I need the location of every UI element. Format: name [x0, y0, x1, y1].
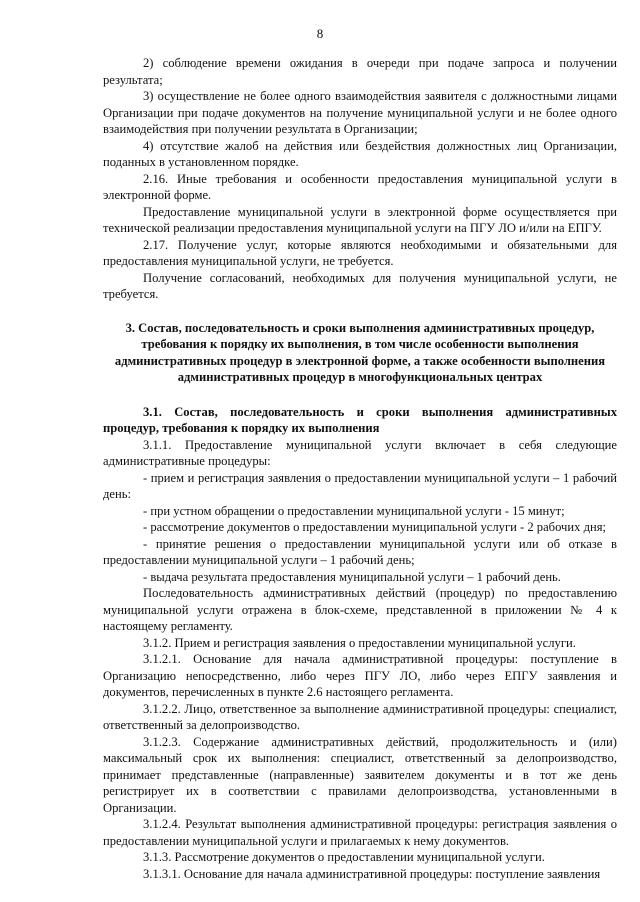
paragraph: 3.1.2.1. Основание для начала административной процедуры: поступление в Организацию непосредственно, либо через ПГУ ЛО, либо через ЕПГУ заявления и документов, перечисленных в пункте 2.6 настоящего регламента.: [103, 652, 617, 699]
paragraph: 2.16. Иные требования и особенности предоставления муниципальной услуги в электронной форме.: [103, 171, 617, 202]
paragraph: 2) соблюдение времени ожидания в очереди при подаче запроса и получении результата;: [103, 56, 617, 87]
paragraph: Последовательность административных действий (процедур) по предоставлению муниципальной услуги отражена в блок-схеме, представленной в приложении № 4 к настоящему регламенту.: [103, 586, 617, 633]
section-heading: 3. Состав, последовательность и сроки выполнения административных процедур, требования к порядку их выполнения, в том числе особенности выполнения административных процедур в электронной форме, а также особенности выполнения административных процедур в многофункциональных центрах: [114, 320, 606, 384]
list-item: - при устном обращении о предоставлении муниципальной услуги - 15 минут;: [143, 503, 565, 518]
paragraph: 3.1.2.2. Лицо, ответственное за выполнение административной процедуры: специалист, ответственный за делопроизводство.: [103, 701, 617, 732]
paragraph: 3.1.2. Прием и регистрация заявления о предоставлении муниципальной услуги.: [143, 635, 576, 650]
paragraph: 3.1.2.3. Содержание административных действий, продолжительность и (или) максимальный срок их выполнения: специалист, ответственный за делопроизводство, принимает представленные (направленные) заявителем документы и в тот же день регистрирует их в соответствии с правилами делопроизводства, установленными в Организации.: [103, 734, 617, 815]
paragraph: Получение согласований, необходимых для получения муниципальной услуги, не требуется.: [103, 270, 617, 301]
paragraph: Предоставление муниципальной услуги в электронной форме осуществляется при технической реализации предоставления муниципальной услуги на ПГУ ЛО и/или на ЕПГУ.: [103, 204, 617, 235]
list-item: - рассмотрение документов о предоставлении муниципальной услуги - 2 рабочих дня;: [143, 520, 607, 534]
page-number: 8: [316, 26, 324, 41]
document-body: [103, 55, 617, 882]
paragraph: 3.1.3.1. Основание для начала административной процедуры: поступление заявления: [143, 866, 601, 881]
subsection-heading: 3.1. Состав, последовательность и сроки выполнения административных процедур, требования к порядку их выполнения: [103, 404, 617, 435]
paragraph: 3.1.2.4. Результат выполнения административной процедуры: регистрация заявления о предоставлении муниципальной услуги и прилагаемых к нему документов.: [103, 817, 617, 848]
list-item: - прием и регистрация заявления о предоставлении муниципальной услуги – 1 рабочий день:: [103, 470, 617, 501]
paragraph: 3.1.1. Предоставление муниципальной услуги включает в себя следующие административные процедуры:: [103, 437, 617, 468]
list-item: - принятие решения о предоставлении муниципальной услуги или об отказе в предоставлении муниципальной услуги – 1 рабочий день;: [103, 536, 617, 567]
list-item: - выдача результата предоставления муниципальной услуги – 1 рабочий день.: [143, 569, 561, 584]
paragraph: 3.1.3. Рассмотрение документов о предоставлении муниципальной услуги.: [143, 850, 545, 864]
paragraph: 3) осуществление не более одного взаимодействия заявителя с должностными лицами Организации при подаче документов на получение муниципальной услуги и не более одного взаимодействия при получении результата в Организации;: [103, 89, 617, 136]
paragraph: 4) отсутствие жалоб на действия или бездействия должностных лиц Организации, поданных в установленном порядке.: [103, 138, 617, 169]
paragraph: 2.17. Получение услуг, которые являются необходимыми и обязательными для предоставления муниципальной услуги, не требуется.: [103, 237, 617, 268]
